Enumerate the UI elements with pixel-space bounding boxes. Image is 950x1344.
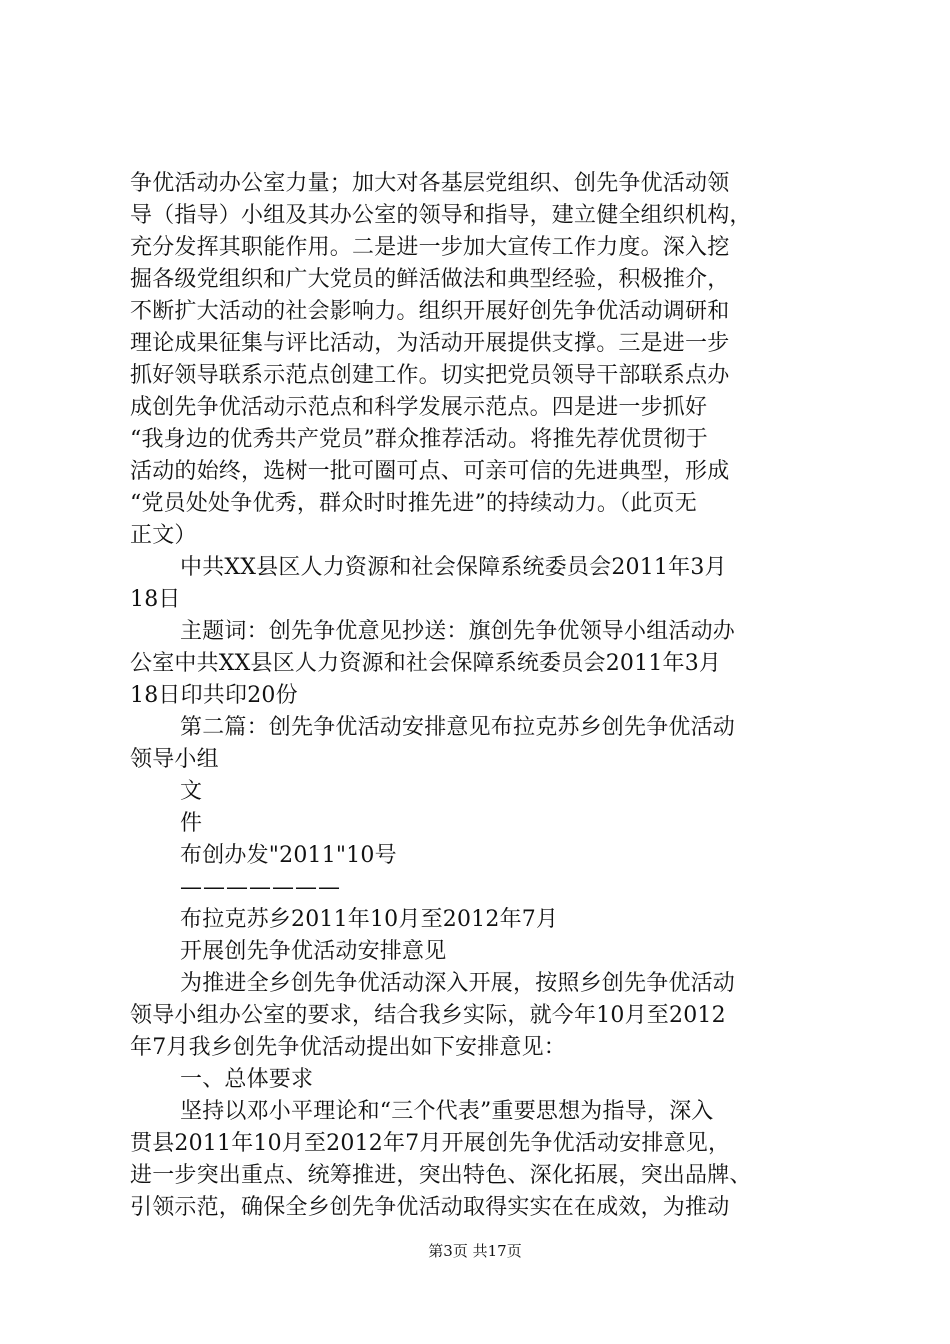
print-info-line: 18日印共印20份 [130,683,298,708]
document-number: 布创办发"2011"10号 [180,843,397,868]
copy-to-line: 公室中共XX县区人力资源和社会保障系统委员会2011年3月 [130,651,722,676]
separator-line: ——————— [180,875,341,900]
document-title-line: 布拉克苏乡2011年10月至2012年7月 [180,907,559,932]
signature-date: 18日 [130,587,181,612]
text-line: 年7月我乡创先争优活动提出如下安排意见： [130,1035,566,1060]
text-line: 争优活动办公室力量；加大对各基层党组织、创先争优活动领 [130,171,730,196]
text-line: 不断扩大活动的社会影响力。组织开展好创先争优活动调研和 [130,299,730,324]
subheading: 一、总体要求 [180,1067,314,1092]
signature-line: 中共XX县区人力资源和社会保障系统委员会2011年3月 [180,555,727,580]
text-line: 活动的始终，选树一批可圈可点、可亲可信的先进典型，形成 [130,459,730,484]
text-line: 成创先争优活动示范点和科学发展示范点。四是进一步抓好 [130,395,708,420]
document-label-char: 文 [180,779,203,804]
text-line: 充分发挥其职能作用。二是进一步加大宣传工作力度。深入挖 [130,235,730,260]
text-line: 进一步突出重点、统筹推进，突出特色、深化拓展，突出品牌、 [130,1163,752,1188]
document-title-line: 开展创先争优活动安排意见 [180,939,447,964]
page-footer: 第3页 共17页 [428,1242,522,1260]
document-body [130,168,830,1224]
text-line: 正文） [130,523,197,548]
text-line: 领导小组办公室的要求，结合我乡实际，就今年10月至2012 [130,1003,726,1028]
section-heading: 第二篇：创先争优活动安排意见布拉克苏乡创先争优活动 [180,715,736,740]
section-heading-cont: 领导小组 [130,747,219,772]
text-line: 贯县2011年10月至2012年7月开展创先争优活动安排意见， [130,1131,731,1156]
text-line: “党员处处争优秀，群众时时推先进”的持续动力。（此页无 [130,491,697,516]
text-line: “我身边的优秀共产党员”群众推荐活动。将推先荐优贯彻于 [130,427,708,452]
document-label-char: 件 [180,811,203,836]
text-line: 理论成果征集与评比活动，为活动开展提供支撑。三是进一步 [130,331,730,356]
text-line: 引领示范，确保全乡创先争优活动取得实实在在成效，为推动 [130,1195,730,1220]
text-line: 为推进全乡创先争优活动深入开展，按照乡创先争优活动 [180,971,736,996]
text-line: 掘各级党组织和广大党员的鲜活做法和典型经验，积极推介， [130,267,730,292]
subject-words-line: 主题词：创先争优意见抄送：旗创先争优领导小组活动办 [180,619,736,644]
text-line: 导（指导）小组及其办公室的领导和指导，建立健全组织机构， [130,203,752,228]
text-line: 抓好领导联系示范点创建工作。切实把党员领导干部联系点办 [130,363,730,388]
text-line: 坚持以邓小平理论和“三个代表”重要思想为指导，深入 [180,1099,714,1124]
